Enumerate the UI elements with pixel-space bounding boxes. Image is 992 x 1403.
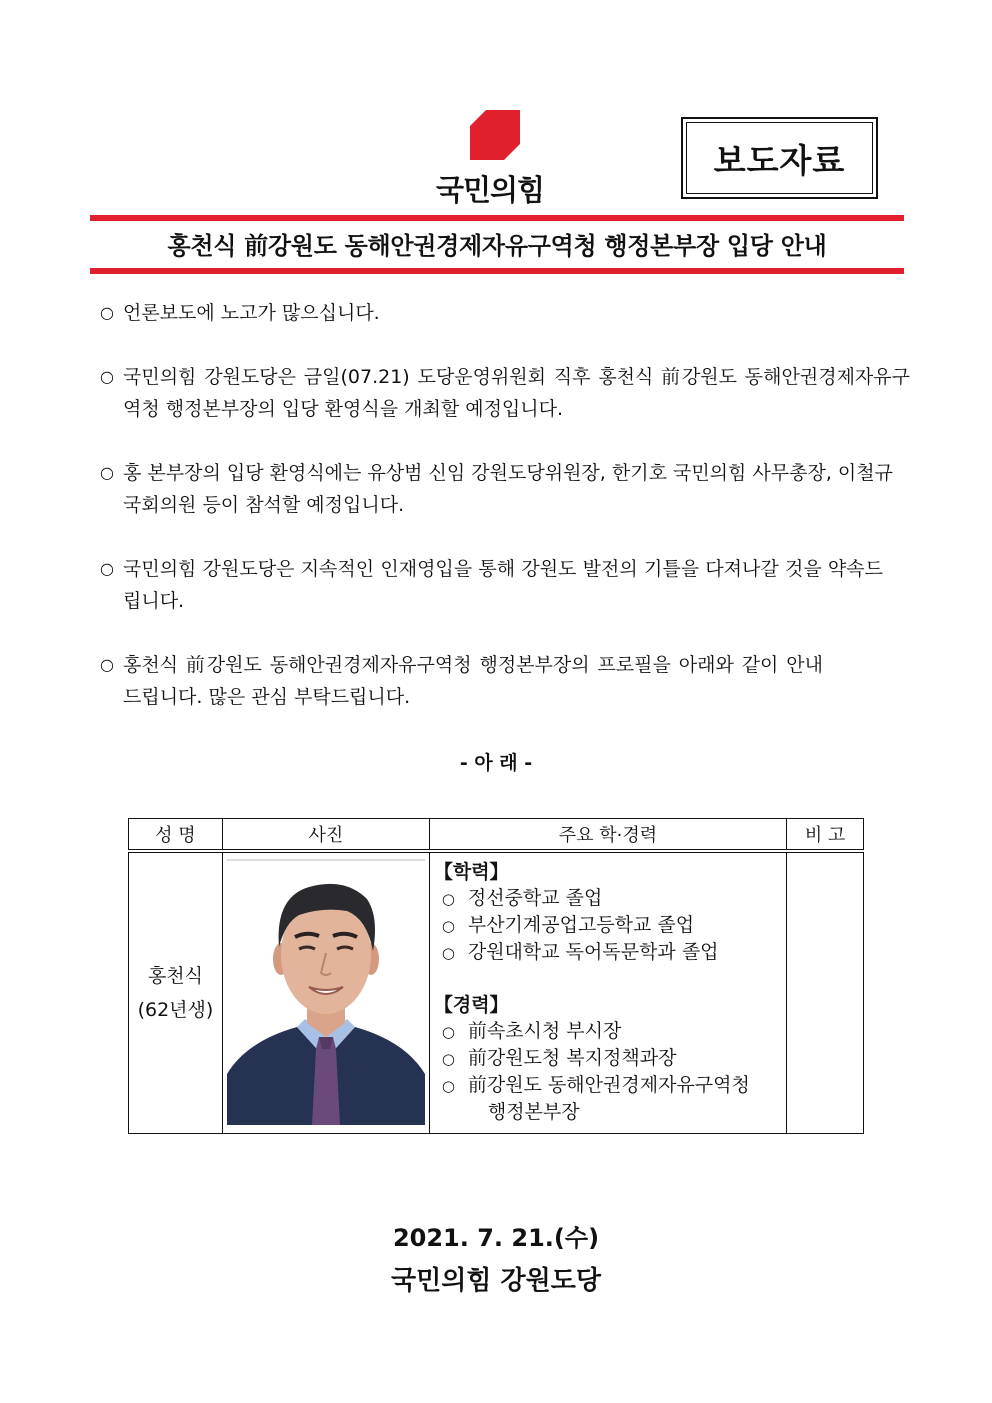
logo-text: 국민의힘 (435, 173, 545, 207)
bullet: ○ (441, 917, 455, 935)
table-header-row (129, 819, 864, 852)
bullet: ○ (100, 367, 114, 386)
career-cell (429, 851, 786, 1134)
header-photo: 사진 (222, 819, 429, 852)
headline: 홍천식 前강원도 동해안권경제자유구역청 행정본부장 입당 안내 (167, 232, 827, 260)
career-title: 【경력】 (433, 994, 509, 1016)
person-born: (62년생) (137, 999, 214, 1021)
career-item: ○ 前강원도청 복지정책과장 (434, 1045, 782, 1072)
bullet: ○ (441, 890, 455, 908)
bullet: ○ (100, 559, 114, 578)
bullet: ○ (441, 1023, 455, 1041)
paragraph-text: 국민의힘 강원도당은 지속적인 인재영입을 통해 강원도 발전의 기틀을 다져나갈 것을 약속드립니다. (123, 558, 883, 612)
table-row (129, 851, 864, 1134)
notice-label: - 아 래 - (459, 752, 533, 774)
release-date: 2021. 7. 21.(수) (392, 1224, 600, 1252)
bullet: ○ (100, 655, 114, 674)
party-logo (420, 108, 560, 208)
paragraph-text: 홍 본부장의 입당 환영식에는 유상범 신임 강원도당위원장, 한기호 국민의힘 사무총장, 이철규 국회의원 등이 참석할 예정입니다. (123, 462, 893, 516)
education-item: ○ 강원대학교 독어독문학과 졸업 (434, 939, 782, 966)
headline-bottom-rule (90, 268, 904, 274)
bullet: ○ (441, 944, 455, 962)
education-item: ○ 부산기계공업고등학교 졸업 (434, 912, 782, 939)
photo-cell (222, 851, 429, 1134)
career-item: ○ 前강원도 동해안권경제자유구역청 (434, 1072, 782, 1099)
paragraph-text: 홍천식 前강원도 동해안권경제자유구역청 행정본부장의 프로필을 아래와 같이 안내드립니다. 많은 관심 부탁드립니다. (123, 654, 823, 708)
paragraph-text: 언론보도에 노고가 많으십니다. (123, 302, 380, 324)
bullet: ○ (441, 1050, 455, 1068)
name-cell (129, 851, 223, 1134)
portrait-photo (227, 859, 425, 1125)
note-cell (787, 851, 864, 1134)
bullet: ○ (100, 463, 114, 482)
header-name: 성 명 (129, 819, 223, 852)
paragraph-2 (100, 361, 910, 425)
bullet: ○ (441, 1077, 455, 1095)
paragraph-5 (100, 649, 910, 713)
header-note: 비 고 (787, 819, 864, 852)
party-logo-mark-icon (470, 110, 520, 160)
header-career: 주요 학·경력 (429, 819, 786, 852)
press-release-box (681, 117, 878, 199)
paragraph-text: 국민의힘 강원도당은 금일(07.21) 도당운영위원회 직후 홍천식 前강원도 동해안권경제자유구역청 행정본부장의 입당 환영식을 개최할 예정입니다. (123, 366, 910, 420)
career-item-continued: 행정본부장 (487, 1101, 580, 1123)
press-release-label: 보도자료 (686, 122, 873, 194)
paragraph-3 (100, 457, 910, 521)
person-name: 홍천식 (147, 965, 203, 987)
education-item: ○ 정선중학교 졸업 (434, 885, 782, 912)
organization-name: 국민의힘 강원도당 (391, 1266, 601, 1296)
profile-table (128, 818, 864, 1134)
headline-top-rule (90, 215, 904, 221)
education-title: 【학력】 (433, 861, 509, 883)
bullet: ○ (100, 303, 114, 322)
paragraph-4 (100, 553, 910, 617)
career-item: ○ 前속초시청 부시장 (434, 1018, 782, 1045)
paragraph-1 (100, 297, 910, 329)
